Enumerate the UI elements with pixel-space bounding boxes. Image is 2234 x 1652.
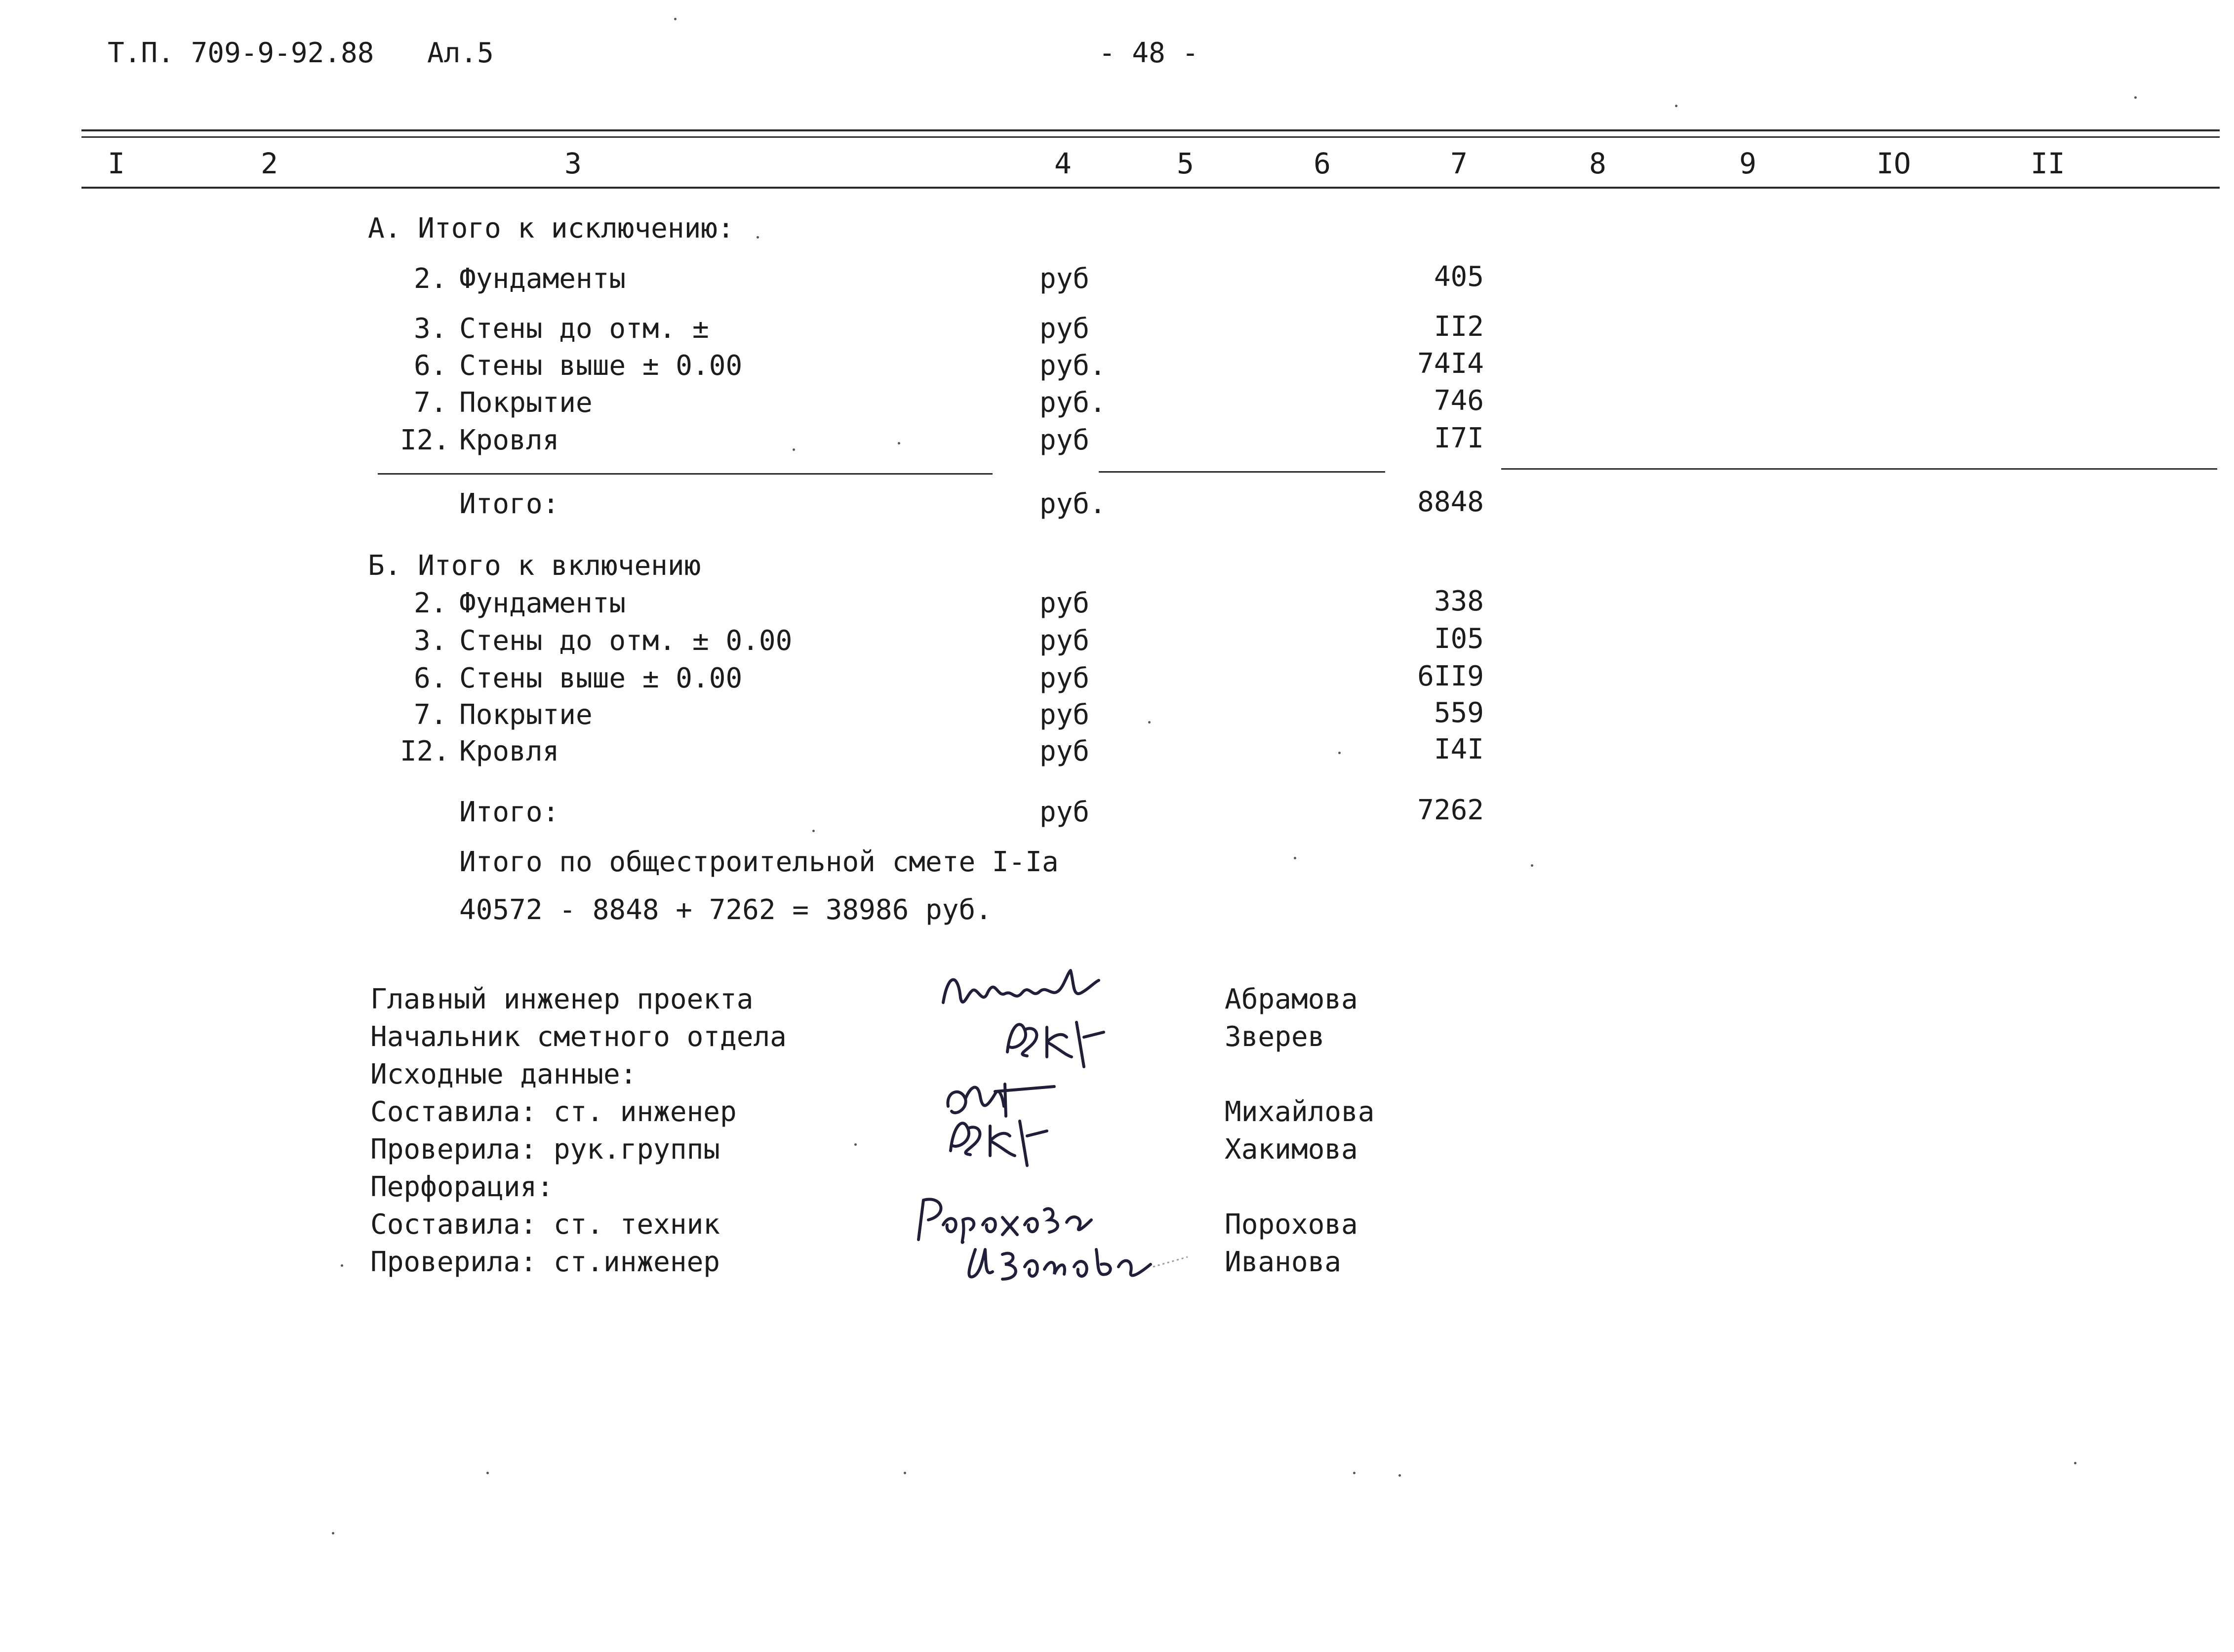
section-b-total-label: Итого: bbox=[459, 796, 559, 828]
scan-speck bbox=[1148, 721, 1151, 724]
row-value: 559 bbox=[1434, 697, 1484, 729]
header-rule-top-second bbox=[81, 136, 2220, 138]
column-number: 2 bbox=[261, 147, 278, 180]
document-code: Т.П. 709-9-92.88 bbox=[108, 37, 374, 69]
scan-speck bbox=[854, 1143, 857, 1146]
scan-speck bbox=[341, 1264, 343, 1267]
row-name: Стены до отм. ± 0.00 bbox=[459, 625, 793, 657]
row-number: 7. bbox=[414, 699, 447, 731]
header-rule-top bbox=[81, 129, 2220, 131]
section-b-total-value: 7262 bbox=[1417, 794, 1484, 826]
scan-speck bbox=[1338, 752, 1341, 754]
scan-speck bbox=[486, 1472, 489, 1474]
row-value: I05 bbox=[1434, 623, 1484, 655]
scan-speck bbox=[332, 1532, 334, 1534]
row-number: 7. bbox=[414, 387, 447, 419]
column-number: 4 bbox=[1054, 147, 1072, 180]
row-name: Кровля bbox=[459, 424, 559, 456]
column-number: 3 bbox=[564, 147, 582, 180]
section-b-total-unit: руб bbox=[1039, 796, 1090, 828]
scan-speck bbox=[1353, 1472, 1356, 1474]
signatory-name: Порохова bbox=[1225, 1209, 1358, 1241]
subtotal-rule bbox=[378, 473, 993, 475]
signatory-name: Зверев bbox=[1225, 1021, 1325, 1053]
signatory-name: Иванова bbox=[1225, 1246, 1342, 1278]
row-name: Покрытие bbox=[459, 387, 593, 419]
row-number: 3. bbox=[414, 313, 447, 345]
scan-speck bbox=[904, 1472, 906, 1474]
handwritten-signature bbox=[997, 1007, 1111, 1072]
row-unit: руб bbox=[1039, 587, 1090, 619]
signature-role: Составила: ст. техник bbox=[370, 1209, 720, 1241]
row-value: 338 bbox=[1434, 585, 1484, 617]
row-value: 405 bbox=[1434, 261, 1484, 293]
row-name: Покрытие bbox=[459, 699, 593, 731]
header-rule-bottom bbox=[81, 187, 2220, 189]
scan-speck bbox=[1294, 857, 1296, 859]
scan-speck bbox=[812, 830, 815, 832]
row-number: 2. bbox=[414, 263, 447, 295]
signatory-name: Хакимова bbox=[1225, 1133, 1358, 1166]
column-number: IO bbox=[1876, 147, 1911, 180]
column-number: 8 bbox=[1589, 147, 1606, 180]
signature-role: Составила: ст. инженер bbox=[370, 1096, 737, 1128]
row-unit: руб. bbox=[1039, 387, 1106, 419]
row-value: 6II9 bbox=[1417, 660, 1484, 692]
row-name: Стены до отм. ± bbox=[459, 313, 709, 345]
section-a-title: А. Итого к исключению: bbox=[368, 212, 734, 244]
row-value: 746 bbox=[1434, 385, 1484, 417]
row-name: Стены выше ± 0.00 bbox=[459, 350, 743, 382]
row-unit: руб bbox=[1039, 699, 1090, 731]
page-number: - 48 - bbox=[1099, 37, 1199, 69]
row-name: Кровля bbox=[459, 735, 559, 767]
summary-line: Итого по общестроительной смете I-Iа bbox=[459, 846, 1059, 878]
row-unit: руб bbox=[1039, 735, 1090, 767]
scan-speck bbox=[1398, 1474, 1401, 1477]
signature-role: Проверила: ст.инженер bbox=[370, 1246, 720, 1278]
section-b-title: Б. Итого к включению bbox=[368, 550, 701, 582]
subtotal-rule bbox=[1501, 468, 2217, 470]
summary-calculation: 40572 - 8848 + 7262 = 38986 руб. bbox=[459, 894, 992, 926]
column-number: 7 bbox=[1450, 147, 1468, 180]
scan-speck bbox=[2074, 1462, 2076, 1464]
scan-speck bbox=[793, 448, 795, 451]
row-unit: руб bbox=[1039, 313, 1090, 345]
scan-speck bbox=[2134, 96, 2137, 99]
row-value: I4I bbox=[1434, 733, 1484, 766]
handwritten-signature bbox=[941, 1106, 1069, 1170]
row-number: 3. bbox=[414, 625, 447, 657]
row-value: 74I4 bbox=[1417, 348, 1484, 380]
row-unit: руб bbox=[1039, 625, 1090, 657]
row-number: 2. bbox=[414, 587, 447, 619]
signature-role: Главный инженер проекта bbox=[370, 983, 754, 1015]
signatory-name: Михайлова bbox=[1225, 1096, 1375, 1128]
row-name: Фундаменты bbox=[459, 263, 626, 295]
row-unit: руб. bbox=[1039, 350, 1106, 382]
signature-role: Исходные данные: bbox=[370, 1058, 637, 1090]
row-number: 6. bbox=[414, 662, 447, 694]
handwritten-signature bbox=[956, 1235, 1193, 1289]
column-number: 5 bbox=[1177, 147, 1194, 180]
row-name: Стены выше ± 0.00 bbox=[459, 662, 743, 694]
scan-speck bbox=[1531, 864, 1533, 867]
section-a-total-unit: руб. bbox=[1039, 488, 1106, 520]
row-unit: руб bbox=[1039, 662, 1090, 694]
scan-speck bbox=[674, 18, 677, 20]
signature-role: Перфорация: bbox=[370, 1171, 554, 1203]
subtotal-rule bbox=[1099, 471, 1385, 473]
column-number: I bbox=[108, 147, 125, 180]
scan-speck bbox=[757, 236, 759, 239]
signature-role: Начальник сметного отдела bbox=[370, 1021, 787, 1053]
row-unit: руб bbox=[1039, 424, 1090, 456]
section-a-total-label: Итого: bbox=[459, 488, 559, 520]
album-number: Ал.5 bbox=[427, 37, 494, 69]
signature-role: Проверила: рук.группы bbox=[370, 1133, 720, 1166]
scan-speck bbox=[1675, 105, 1677, 107]
column-number: 9 bbox=[1739, 147, 1756, 180]
scan-speck bbox=[898, 442, 900, 444]
signatory-name: Абрамова bbox=[1225, 983, 1358, 1015]
column-number: 6 bbox=[1314, 147, 1331, 180]
row-number: I2. bbox=[400, 735, 450, 767]
row-unit: руб bbox=[1039, 263, 1090, 295]
row-number: 6. bbox=[414, 350, 447, 382]
column-number: II bbox=[2031, 147, 2065, 180]
row-number: I2. bbox=[400, 424, 450, 456]
section-a-total-value: 8848 bbox=[1417, 486, 1484, 518]
row-value: II2 bbox=[1434, 311, 1484, 343]
row-name: Фундаменты bbox=[459, 587, 626, 619]
row-value: I7I bbox=[1434, 422, 1484, 454]
